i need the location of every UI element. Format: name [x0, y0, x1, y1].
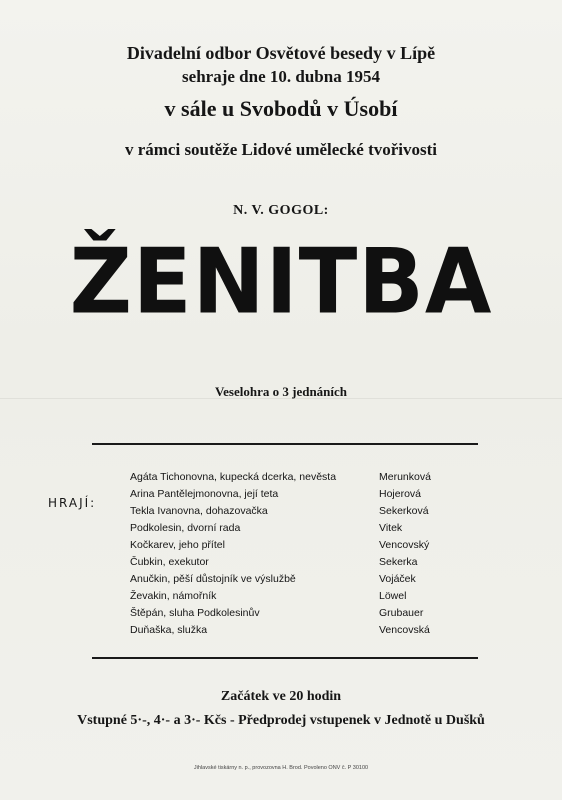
- play-subtitle: Veselohra o 3 jednáních: [214, 384, 348, 399]
- cast-actor: Sekerka: [379, 556, 418, 568]
- cast-row: [0, 590, 562, 606]
- contest-line: v rámci soutěže Lidové umělecké tvořivosti: [124, 140, 438, 159]
- cast-actor: Vitek: [379, 522, 403, 534]
- ticket-info: Vstupné 5·-, 4·- a 3·- Kčs - Předprodej vstupenek v Jednotě u Dušků: [77, 713, 485, 728]
- printer-imprint: Jihlavské tiskárny n. p., provozovna H. Brod. Povoleno ONV č. P 30100: [193, 765, 369, 771]
- cast-actor: Sekerková: [379, 505, 429, 517]
- divider-top: [92, 443, 478, 445]
- divider-bottom: [92, 657, 478, 659]
- cast-actor: Vencovská: [379, 624, 430, 636]
- cast-row: [0, 522, 562, 538]
- cast-role: Agáta Tichonovna, kupecká dcerka, nevěsta: [130, 471, 337, 483]
- start-time: Začátek ve 20 hodin: [220, 689, 342, 704]
- author-name: N. V. GOGOL:: [233, 203, 329, 218]
- cast-actor: Grubauer: [379, 607, 424, 619]
- date-line: sehraje dne 10. dubna 1954: [182, 67, 380, 86]
- cast-row: [0, 607, 562, 623]
- cast-row: [0, 488, 562, 504]
- cast-role: Kočkarev, jeho přítel: [130, 539, 225, 551]
- cast-row: [0, 539, 562, 555]
- organizer-line: Divadelní odbor Osvětové besedy v Lípě: [126, 43, 436, 63]
- cast-row: [0, 573, 562, 589]
- cast-row: [0, 556, 562, 572]
- cast-actor: Vojáček: [379, 573, 416, 585]
- cast-row: [0, 471, 562, 487]
- cast-role: Čubkin, exekutor: [130, 556, 209, 568]
- cast-actor: Vencovský: [379, 539, 430, 551]
- cast-role: Tekla Ivanovna, dohazovačka: [130, 505, 268, 517]
- cast-label: HRAJÍ:: [48, 496, 97, 510]
- cast-row: [0, 624, 562, 640]
- play-title: ŽENITBA: [69, 229, 493, 335]
- cast-actor: Löwel: [379, 590, 407, 602]
- cast-row: [0, 505, 562, 521]
- cast-role: Ževakin, námořník: [130, 590, 217, 602]
- cast-role: Duňaška, služka: [130, 624, 208, 636]
- cast-actor: Hojerová: [379, 488, 422, 500]
- cast-role: Podkolesin, dvorní rada: [130, 522, 241, 534]
- venue-line: v sále u Svobodů v Úsobí: [164, 96, 398, 121]
- cast-role: Štěpán, sluha Podkolesinův: [130, 607, 260, 619]
- cast-role: Anučkin, pěší důstojník ve výslužbě: [130, 573, 296, 585]
- cast-actor: Merunková: [379, 471, 431, 483]
- cast-role: Arina Pantělejmonovna, její teta: [130, 488, 279, 500]
